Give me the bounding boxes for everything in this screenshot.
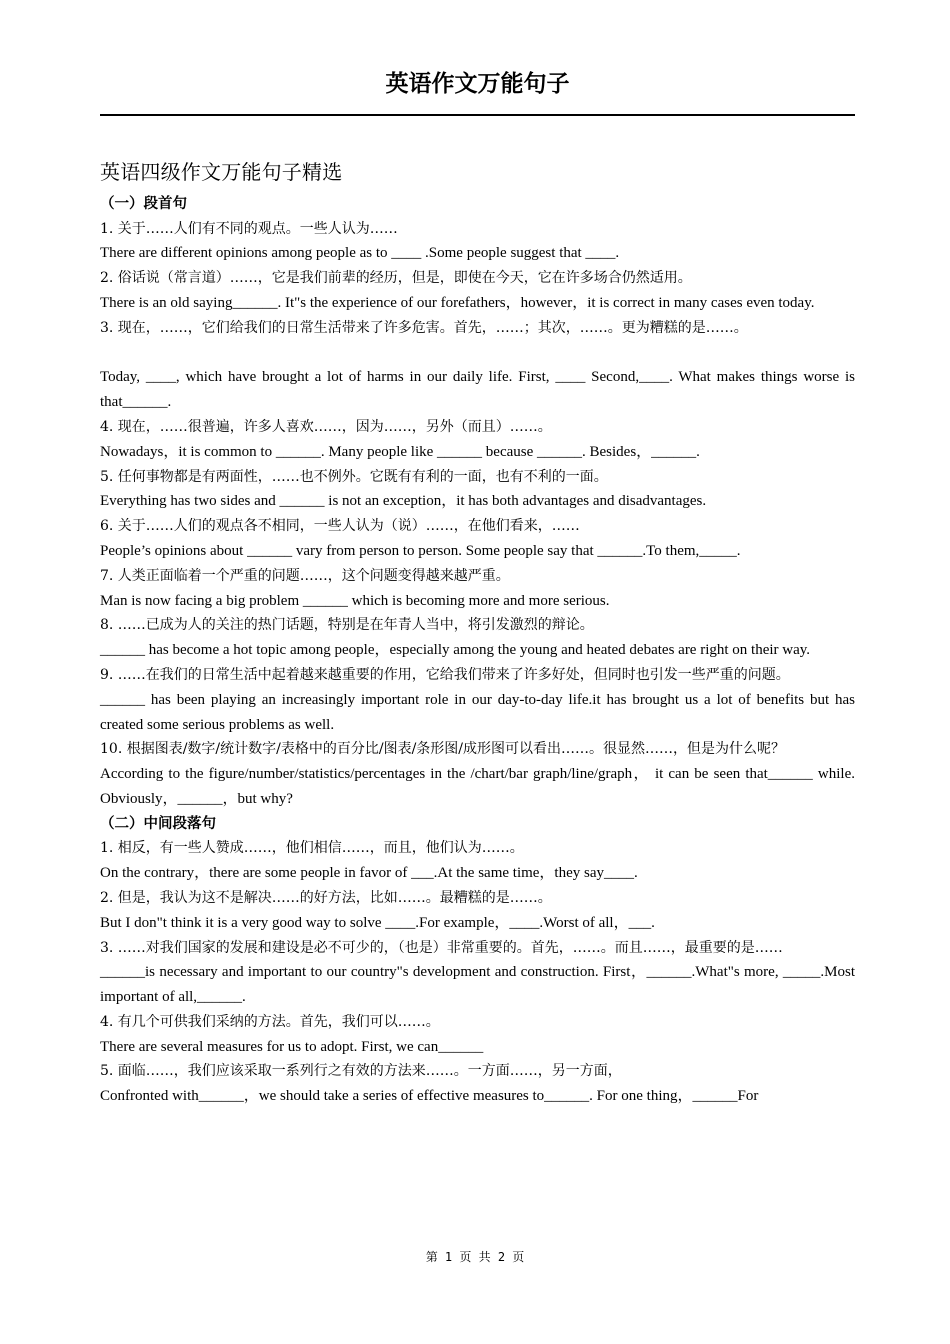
- item-zh: 3. ……对我们国家的发展和建设是必不可少的，（也是）非常重要的。首先，……。而且……，最重要的是……: [100, 939, 783, 956]
- item-zh: 4. 有几个可供我们采纳的方法。首先，我们可以……。: [100, 1013, 440, 1030]
- item-zh: 6. 关于……人们的观点各不相同，一些人认为（说）……，在他们看来，……: [100, 518, 580, 535]
- item-zh: 7. 人类正面临着一个严重的问题……，这个问题变得越来越严重。: [100, 567, 510, 584]
- document-subtitle: 英语四级作文万能句子精选: [100, 160, 343, 184]
- item-en: Today, ____, which have brought a lot of harms in our daily life. First, ____ Second,____. What makes things worse is that______.: [100, 369, 855, 411]
- item-en: Confronted with______，we should take a series of effective measures to______. For one thing，______For: [100, 1088, 759, 1105]
- item-zh: 2. 俗话说（常言道）……，它是我们前辈的经历，但是，即使在今天，它在许多场合仍然适用。: [100, 270, 692, 287]
- item-en: Man is now facing a big problem ______ which is becoming more and more serious.: [100, 592, 610, 609]
- page-title: 英语作文万能句子: [385, 71, 570, 97]
- item-zh: 4. 现在，……很普遍，许多人喜欢……，因为……，另外（而且）……。: [100, 418, 552, 435]
- item-en: People’s opinions about ______ vary from person to person. Some people say that ______.To them,_____.: [100, 542, 741, 559]
- item-en: But I don"t think it is a very good way to solve ____.For example，____.Worst of all，___.: [100, 914, 655, 931]
- item-en: There are several measures for us to adopt. First, we can______: [100, 1038, 484, 1055]
- document-body: [100, 155, 855, 1109]
- item-en: ______is necessary and important to our country"s development and construction. First，______.What"s more, _____.Most important of all,______.: [100, 964, 855, 1006]
- page-number: 第 1 页 共 2 页: [425, 1250, 525, 1264]
- item-zh: 1. 相反，有一些人赞成……，他们相信……，而且，他们认为……。: [100, 840, 524, 857]
- item-en: There is an old saying______. It"s the experience of our forefathers，however，it is correct in many cases even today.: [100, 294, 815, 311]
- item-zh: 5. 任何事物都是有两面性，……也不例外。它既有有利的一面，也有不利的一面。: [100, 468, 608, 485]
- item-zh: 9. ……在我们的日常生活中起着越来越重要的作用，它给我们带来了许多好处，但同时也引发一些严重的问题。: [100, 666, 790, 683]
- item-zh: 5. 面临……，我们应该采取一系列行之有效的方法来……。一方面……，另一方面，: [100, 1063, 622, 1080]
- item-zh: 8. ……已成为人的关注的热门话题，特别是在年青人当中，将引发激烈的辩论。: [100, 617, 594, 634]
- item-zh: 3. 现在，……，它们给我们的日常生活带来了许多危害。首先，……；其次，……。更为糟糕的是……。: [100, 319, 748, 336]
- section-heading-middle: （二）中间段落句: [100, 815, 216, 832]
- item-zh: 2. 但是，我认为这不是解决……的好方法，比如……。最糟糕的是……。: [100, 889, 552, 906]
- item-en: According to the figure/number/statistics/percentages in the /chart/bar graph/line/graph， it can be seen that______ while. Obviously，______，but why?: [100, 766, 855, 807]
- item-en: On the contrary，there are some people in favor of ___.At the same time，they say____.: [100, 865, 638, 882]
- blank-line: [100, 341, 855, 366]
- item-en: Nowadays，it is common to ______. Many people like ______ because ______. Besides，______.: [100, 443, 700, 460]
- item-zh: 1. 关于……人们有不同的观点。一些人认为……: [100, 220, 398, 237]
- title-divider: [100, 114, 855, 116]
- item-en: ______ has become a hot topic among people，especially among the young and heated debates are right on their way.: [100, 642, 811, 659]
- item-en: Everything has two sides and ______ is not an exception，it has both advantages and disadvantages.: [100, 493, 707, 510]
- item-zh: 10. 根据图表/数字/统计数字/表格中的百分比/图表/条形图/成形图可以看出……。很显然……，但是为什么呢？: [100, 741, 786, 758]
- section-heading-opening: （一）段首句: [100, 196, 187, 212]
- item-en: There are different opinions among people as to ____ .Some people suggest that ____.: [100, 245, 620, 262]
- item-en: ______ has been playing an increasingly important role in our day-to-day life.it has brought us a lot of benefits but has created some serious problems as well.: [100, 691, 855, 733]
